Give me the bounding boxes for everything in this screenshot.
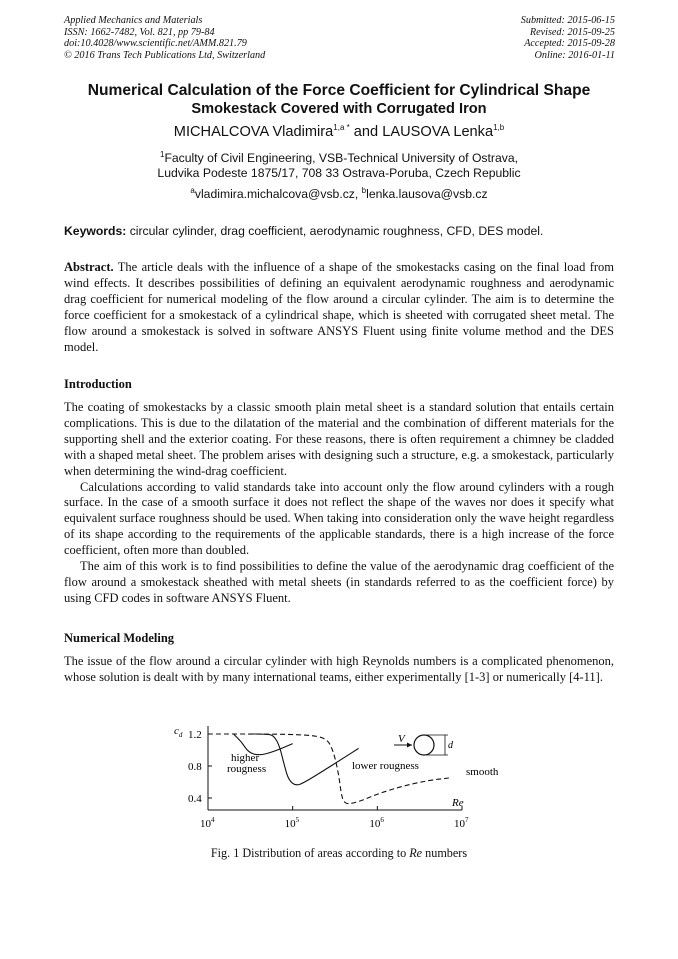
label-higher: higher xyxy=(231,752,260,764)
numerical-paragraph-1: The issue of the flow around a circular cylinder with high Reynolds numbers is a complicated phenomenon, whose solution is dealt with by many international teams, either experimentally [1-3] or numerically [4-11]. xyxy=(64,654,614,684)
series-line-lower-rougness xyxy=(248,734,358,785)
abstract xyxy=(64,260,614,355)
paper-title-line1: Numerical Calculation of the Force Coefficient for Cylindrical Shape xyxy=(87,82,591,99)
email-b: lenka.lausova@vsb.cz xyxy=(366,187,488,201)
keywords-text: circular cylinder, drag coefficient, aerodynamic roughness, CFD, DES model. xyxy=(126,224,544,238)
inset-arrow-head xyxy=(407,743,412,748)
paper-title-line2: Smokestack Covered with Corrugated Iron xyxy=(191,101,487,117)
y-tick-label-1: 0.8 xyxy=(188,761,202,773)
journal-header xyxy=(64,15,265,61)
inset-d-label: d xyxy=(448,740,453,751)
doi-line: doi:10.4028/www.scientific.net/AMM.821.79 xyxy=(64,38,247,49)
author-and: and xyxy=(349,124,383,140)
dates-header xyxy=(521,15,615,61)
x-tick-label-0: $10^4$ xyxy=(200,816,215,830)
affiliation-text1: Faculty of Civil Engineering, VSB-Technical University of Ostrava, xyxy=(164,151,519,165)
numerical-modeling-body xyxy=(64,654,614,686)
y-tick-label-2: 0.4 xyxy=(188,793,202,805)
introduction-body xyxy=(64,400,614,607)
author-2-sup: 1,b xyxy=(493,123,505,133)
email-a: vladimira.michalcova@vsb.cz, xyxy=(194,187,362,201)
author-1-sup: 1,a * xyxy=(333,123,350,133)
y-axis-label: $c_d$ xyxy=(174,725,183,739)
drag-coefficient-chart xyxy=(172,712,502,842)
author-list xyxy=(0,124,678,140)
x-axis-label: Re xyxy=(452,797,464,809)
figure-caption xyxy=(0,846,678,861)
x-tick-label-3: $10^7$ xyxy=(454,816,469,830)
x-tick-label-2: $10^6$ xyxy=(369,816,384,830)
revised-date: Revised: 2015-09-25 xyxy=(529,26,615,38)
affiliation-sup: 1 xyxy=(159,149,165,159)
accepted-date: Accepted: 2015-09-28 xyxy=(524,38,615,49)
inset-v-label: V xyxy=(398,733,405,745)
inset-cylinder xyxy=(414,735,434,755)
abstract-label: Abstract. xyxy=(64,260,114,274)
author-2: LAUSOVA Lenka xyxy=(382,124,494,140)
email-b-sup: b xyxy=(361,185,367,195)
caption-re: Re xyxy=(409,846,423,860)
journal-name: Applied Mechanics and Materials xyxy=(64,15,203,26)
submitted-date: Submitted: 2015-06-15 xyxy=(520,15,615,26)
label-higher-2: rougness xyxy=(227,763,267,775)
introduction-heading: Introduction xyxy=(64,377,132,391)
intro-paragraph-1: The coating of smokestacks by a classic smooth plain metal sheet is a standard solution that entails certain complications. This is due to the dilatation of the material and the combination of different materials for the supporting shell and the exterior coating. For these reasons, there is often requirement a chimney be cladded with a shaped metal sheet. The problem arises with designing such a structure, e.g. a smokestack, particularly when determining the wind-drag coefficient. xyxy=(64,400,614,478)
numerical-modeling-heading: Numerical Modeling xyxy=(64,631,175,645)
axis-ticks xyxy=(188,729,469,830)
author-1: MICHALCOVA Vladimira xyxy=(173,124,334,140)
email-a-sup: a xyxy=(190,185,195,195)
intro-paragraph-3: The aim of this work is to find possibilities to define the value of the aerodynamic drag coefficient of the flow around a smokestack sheathed with metal sheets (in standards referred to as the coefficient force) by using CFD codes in software ANSYS Fluent. xyxy=(64,559,614,605)
keywords xyxy=(64,224,543,238)
email-line xyxy=(0,187,678,201)
affiliation-line2: Ludvika Podeste 1875/17, 708 33 Ostrava-Poruba, Czech Republic xyxy=(157,166,521,180)
abstract-text: The article deals with the influence of a shape of the smokestacks casing on the final load from wind effects. It describes possibilities of defining an equivalent aerodynamic roughness and aerodynamic drag coefficient for numerical modeling of the flow around a circular cylinder. The aim is to determine the force coefficient for a smokestack of a cylindrical shape, which is sheeted with corrugated sheet metal. The flow around a smokestack is solved in software ANSYS Fluent using finite volume method and the DES model. xyxy=(64,260,614,354)
label-smooth: smooth xyxy=(466,766,499,778)
caption-prefix: Fig. 1 Distribution of areas according to xyxy=(210,846,410,860)
issn-line: ISSN: 1662-7482, Vol. 821, pp 79-84 xyxy=(64,26,215,38)
keywords-label: Keywords: xyxy=(64,224,127,238)
affiliation-line1 xyxy=(0,151,678,165)
copyright-line: © 2016 Trans Tech Publications Ltd, Switzerland xyxy=(64,49,266,61)
intro-paragraph-2: Calculations according to valid standards take into account only the flow around cylinders with a rough surface. In the case of a smooth surface it does not reflect the shape of the waves nor does it specify what equivalent surface roughness should be used. When taking into consideration only the wave height regardless of its shape according to the requirements of the applicable standards, there is a high increase of the force coefficient, often more than doubled. xyxy=(64,479,614,558)
label-lower: lower rougness xyxy=(352,760,419,772)
x-tick-label-1: $10^5$ xyxy=(284,816,300,830)
y-tick-label-0: 1.2 xyxy=(188,729,202,741)
caption-suffix: numbers xyxy=(422,846,468,860)
online-date: Online: 2016-01-11 xyxy=(534,49,615,61)
